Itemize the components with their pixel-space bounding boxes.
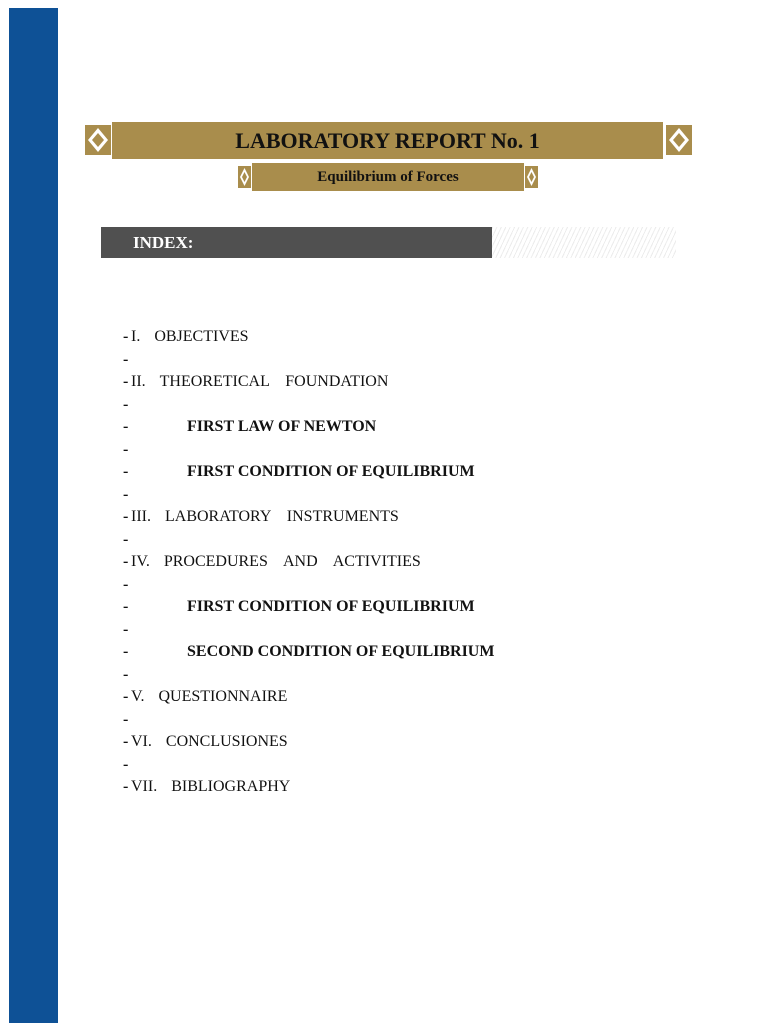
toc-entry [123, 731, 683, 754]
index-bar-hatch-decoration [492, 227, 676, 258]
subtitle-right-ornament-icon [525, 166, 538, 188]
toc-entry [123, 551, 683, 574]
toc-subentry-title: FIRST CONDITION OF EQUILIBRIUM [187, 463, 475, 480]
toc-dash: - [123, 350, 129, 368]
toc-entry [123, 686, 683, 709]
toc-entry-title: CONCLUSIONES [165, 733, 288, 750]
toc-subentry-title: FIRST LAW OF NEWTON [187, 418, 377, 435]
toc-entry-number: II. [131, 373, 146, 390]
toc-separator [123, 394, 683, 417]
left-diamond-ornament-icon [85, 125, 111, 155]
toc-entry-number: IV. [131, 553, 150, 570]
toc-dash: - [123, 463, 129, 480]
toc-entry [123, 326, 683, 349]
toc-dash: - [123, 373, 129, 390]
toc-entry [123, 461, 683, 484]
toc-separator [123, 574, 683, 597]
toc-dash: - [123, 485, 129, 503]
right-diamond-ornament-icon [666, 125, 692, 155]
toc-dash: - [123, 395, 129, 413]
index-heading: INDEX: [133, 232, 194, 252]
toc-entry-number: III. [131, 508, 151, 525]
subtitle-left-ornament-icon [238, 166, 251, 188]
toc-dash: - [123, 643, 129, 660]
report-subtitle-band [252, 163, 524, 191]
toc-dash: - [123, 598, 129, 615]
toc-entry-number: VI. [131, 733, 152, 750]
toc-separator [123, 754, 683, 777]
toc-subentry-title: FIRST CONDITION OF EQUILIBRIUM [187, 598, 475, 615]
toc-entry-title: THEORETICAL FOUNDATION [159, 373, 389, 390]
table-of-contents [123, 326, 683, 799]
toc-separator [123, 709, 683, 732]
toc-dash: - [123, 688, 129, 705]
toc-dash: - [123, 620, 129, 638]
toc-dash: - [123, 440, 129, 458]
toc-dash: - [123, 418, 129, 435]
toc-dash: - [123, 575, 129, 593]
toc-dash: - [123, 755, 129, 773]
blue-sidebar [9, 8, 58, 1023]
toc-dash: - [123, 328, 129, 345]
toc-dash: - [123, 733, 129, 750]
report-subtitle: Equilibrium of Forces [317, 168, 459, 185]
report-title: LABORATORY REPORT No. 1 [235, 127, 540, 153]
toc-entry-number: VII. [131, 778, 158, 795]
toc-entry [123, 776, 683, 799]
toc-entry [123, 641, 683, 664]
toc-separator [123, 619, 683, 642]
toc-dash: - [123, 778, 129, 795]
toc-separator [123, 484, 683, 507]
toc-separator [123, 349, 683, 372]
toc-dash: - [123, 508, 129, 525]
index-heading-bar [101, 227, 492, 258]
toc-dash: - [123, 710, 129, 728]
toc-dash: - [123, 530, 129, 548]
toc-entry [123, 506, 683, 529]
toc-dash: - [123, 553, 129, 570]
report-title-band [112, 122, 663, 159]
toc-entry [123, 371, 683, 394]
toc-subentry-title: SECOND CONDITION OF EQUILIBRIUM [187, 643, 495, 660]
toc-entry-title: QUESTIONNAIRE [158, 688, 288, 705]
toc-entry-title: OBJECTIVES [154, 328, 249, 345]
toc-entry-title: PROCEDURES AND ACTIVITIES [163, 553, 421, 570]
toc-entry-title: LABORATORY INSTRUMENTS [164, 508, 399, 525]
toc-entry-number: I. [131, 328, 141, 345]
toc-entry [123, 416, 683, 439]
toc-dash: - [123, 665, 129, 683]
toc-entry [123, 596, 683, 619]
toc-entry-title: BIBLIOGRAPHY [171, 778, 291, 795]
toc-entry-number: V. [131, 688, 145, 705]
toc-separator [123, 439, 683, 462]
toc-separator [123, 664, 683, 687]
toc-separator [123, 529, 683, 552]
